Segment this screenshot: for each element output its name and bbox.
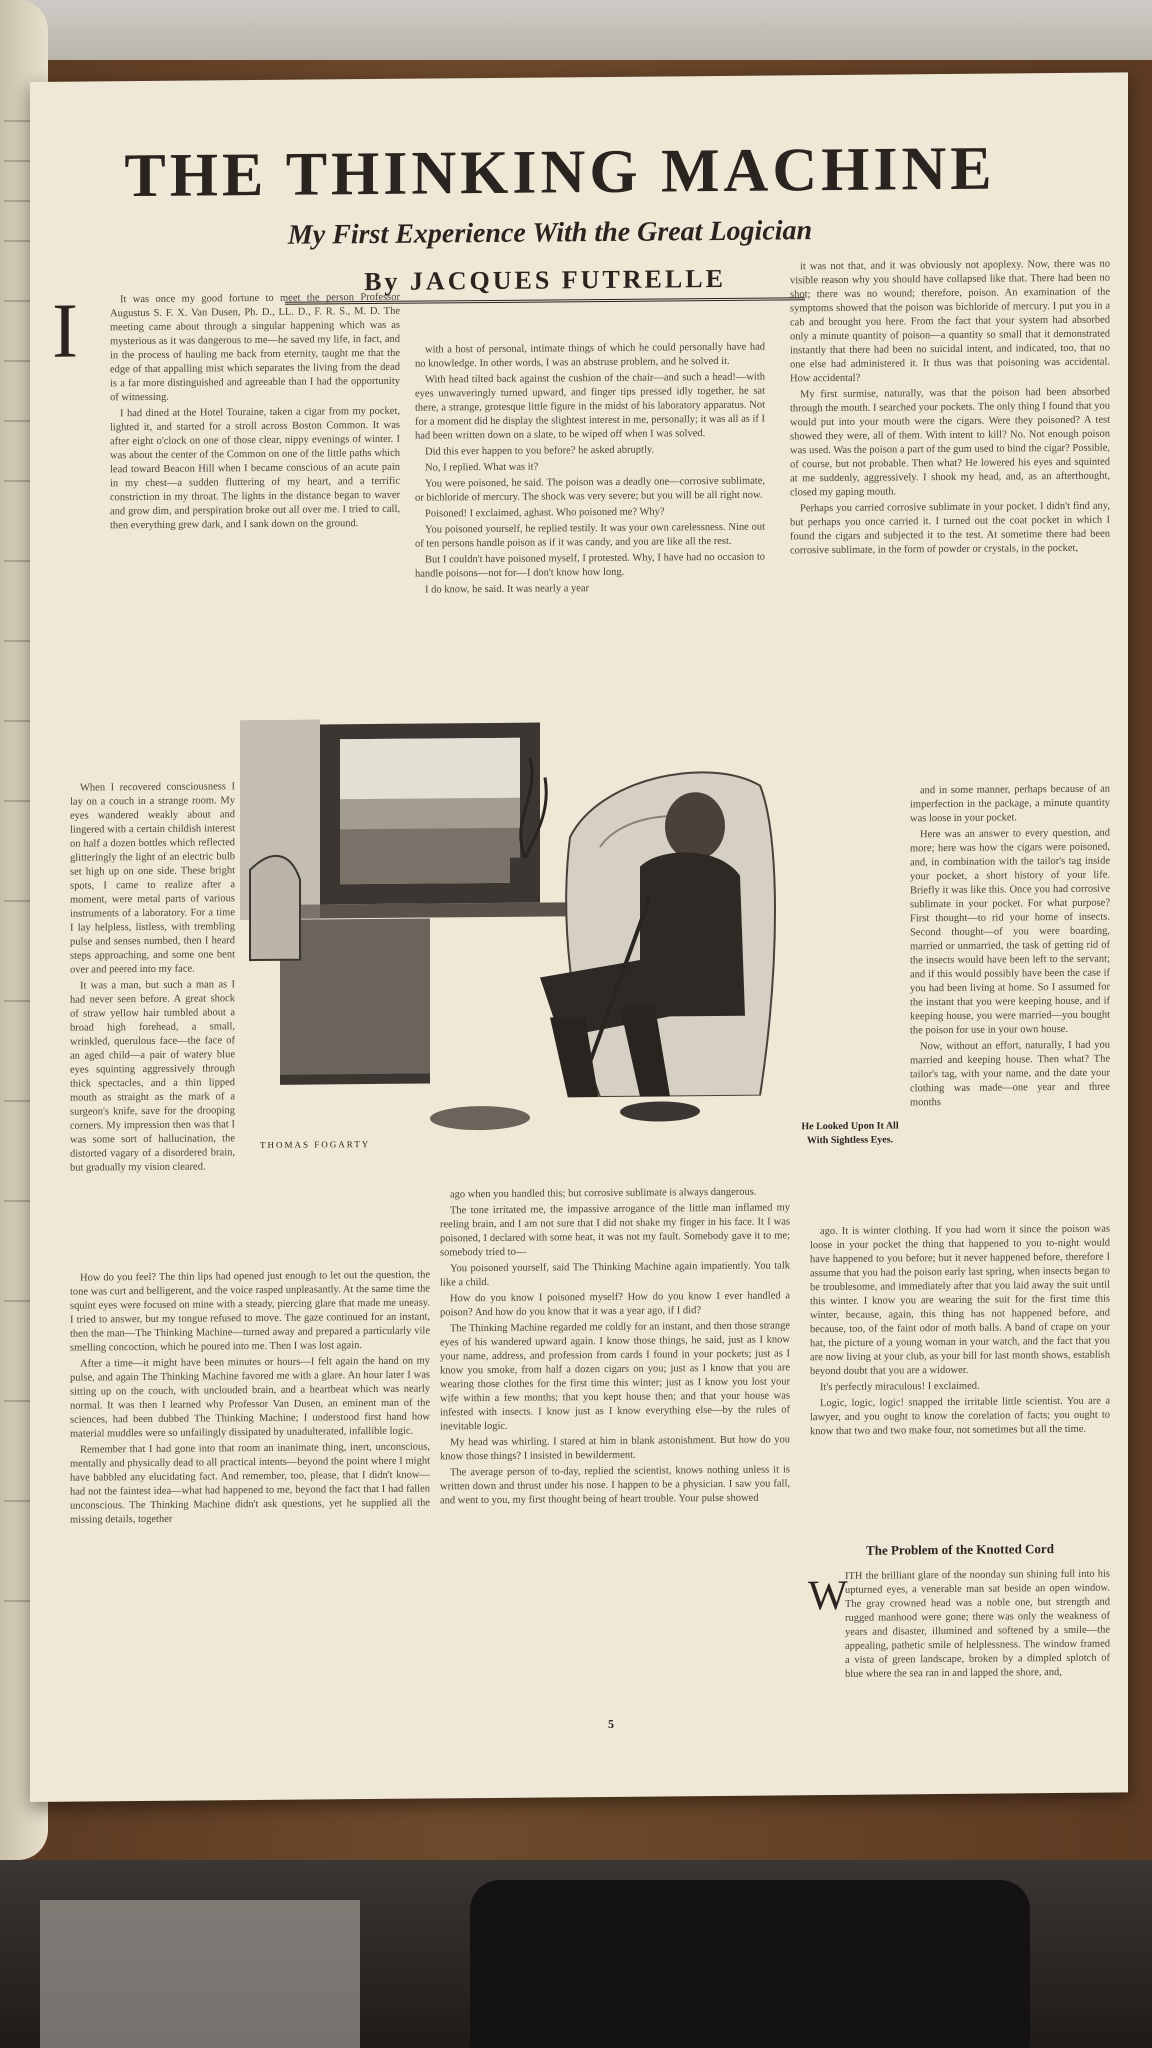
paragraph: When I recovered consciousness I lay on a couch in a strange room. My eyes wandered weakly about and lingered with a certain childish interest on half a dozen bottles which reflected glitteringly the light of an electric bulb set high up on one side. These bright spots, I came to realize after a moment, were metal parts of various instruments of a laboratory. For a time I lay helpless, listless, with trembling pulse and senses numbed, then I heard steps approaching, and some one bent over and peered into my face. [70,781,235,976]
byline: By JACQUES FUTRELLE [285,263,805,305]
paragraph: With head tilted back against the cushion of the chair—and such a head!—with eyes unwaveringly turned upward, and finger tips pressed idly together, he sat there, a strange, grotesque little figure in the midst of his laboratory apparatus. Not for a moment did he display the slightest interest in me, personally; it was all as if I had been written down on a slate, to be wiped off when I was solved. [415,371,765,442]
column-3-right [910,783,1110,1215]
illustration-drawing [240,714,890,1140]
column-3-final [845,1568,1110,1720]
paragraph: Did this ever happen to you before? he asked abruptly. [425,444,655,458]
column-1-top [110,291,400,774]
paragraph: ITH the brilliant glare of the noonday sun shining full into his upturned eyes, a venerable man sat beside an open window. The gray crowned head was a noble one, but strength and rugged manhood were gone; there was only the weakness of years and disaster, illumined and softened by a smile—the appealing, pathetic smile of helplessness. The window framed a vista of green landscape, broken by a dimpled splotch of blue where the sea ran in and lapped the shore, and, [845,1568,1110,1680]
paragraph: You poisoned yourself, he replied testily. It was your own carelessness. Nine out of ten persons handle poison as if it was candy, and you are like all the rest. [415,521,765,550]
paragraph: It was a man, but such a man as I had never seen before. A great shock of straw yellow hair tumbled about a broad high forehead, a small, wrinkled, querulous face—the face of an aged child—a pair of watery blue eyes squinting aggressively through thick spectacles, and a thin lipped mouth as straight as the mark of a surgeon's knife, save for the drooping corners. My impression then was that I was some sort of hallucination, the distorted vagary of a disordered brain, but gradually my vision cleared. [70,979,235,1174]
magazine-page [30,72,1128,1802]
column-3-bottom [810,1223,1110,1536]
section-heading: The Problem of the Knotted Cord [866,1541,1054,1558]
artist-signature: THOMAS FOGARTY [260,1139,371,1150]
paragraph: it was not that, and it was obviously not apoplexy. Now, there was no visible reason why you should have collapsed like that. There had been no shot; there was no wound; therefore, poison. An examination of the symptoms showed that the poison was bichloride of mercury. I put you in a cab and brought you here. From the fact that your system had absorbed only a minute quantity of poison—a quantity so small that it demonstrated instantly that there had been no suicidal intent, and indicated, too, that no one else had administered it. It thus was that poisoning was accidental. How accidental? [790,258,1110,385]
paragraph: After a time—it might have been minutes or hours—I felt again the hand on my pulse, and again The Thinking Machine favored me with a glare. An hour later I was sitting up on the couch, with unclouded brain, and a heartbeat which was nearly normal. It was then I learned why Professor Van Dusen, an eminent man of the sciences, had been dubbed The Thinking Machine; I understood first hand how material muddles were so unfailingly dissipated by unadulterated, infallible logic. [70,1355,430,1440]
paragraph: Poisoned! I exclaimed, aghast. Who poisoned me? Why? [425,506,665,520]
paragraph: It was once my good fortune to meet the person Professor Augustus S. F. X. Van Dusen, Ph. D., LL. D., F. R. S., M. D. The meeting came about through a singular happening which was as mysterious as it was dangerous to me—he saved my life, in fact, and in the process of hauling me back from eternity, taught me that the edge of that appalling mist which separates the living from the dead is a far more distinguished and agreeable than I had the opportunity of witnessing. [110,291,400,404]
illustration-man-in-armchair [240,714,890,1140]
illustration-caption: He Looked Upon It All With Sightless Eyes. [801,1120,899,1147]
paragraph: But I couldn't have poisoned myself, I protested. Why, I have had no occasion to handle poisons—not for—I don't know how long. [415,551,765,580]
paragraph: It's perfectly miraculous! I exclaimed. [820,1380,980,1394]
paragraph: Remember that I had gone into that room an inanimate thing, inert, unconscious, mentally and physically dead to all practical intents—beyond the point where I might have babbled any elucidating fact. And remember, too, please, that I didn't know—had not the faintest idea—what had happened to me, beyond the fact that I had fallen unconscious. The Thinking Machine didn't ask questions, yet he supplied all the missing details, together [70,1441,430,1526]
paragraph: The average person of to-day, replied the scientist, knows nothing unless it is written down and thrust under his nose. I happen to be a physician. I saw you fall, and went to you, my first thought being of heart trouble. Your pulse showed [440,1464,790,1507]
paragraph: ago when you handled this; but corrosive sublimate is always dangerous. [450,1186,757,1201]
paragraph: I had dined at the Hotel Touraine, taken a cigar from my pocket, lighted it, and started for a stroll across Boston Common. It was after eight o'clock on one of those clear, nippy evenings of winter. I was about the center of the Common on one of the little paths which lead toward Beacon Hill when I became conscious of an acute pain in my chest—a sudden fluttering of my heart, and a terrific constriction in my throat. The lights in the distance began to waver and grow dim, and perspiration broke out all over me. I tried to call, then everything grew dark, and I sank down on the ground. [110,405,400,532]
paragraph: You were poisoned, he said. The poison was a deadly one—corrosive sublimate, or bichloride of mercury. The shock was very severe; but you will be all right now. [415,475,765,504]
article-subtitle: My First Experience With the Great Logician [287,215,813,251]
column-2-bottom [440,1185,790,1708]
paragraph: How do you know I poisoned myself? How do you know I ever handled a poison? And how do you know that it was a year ago, if I did? [440,1290,790,1319]
paragraph: and in some manner, perhaps because of an imperfection in the package, a minute quantity was loose in your pocket. [910,783,1110,825]
paragraph: ago. It is winter clothing. If you had worn it since the poison was loose in your pocket the thing that happened to you to-night would have happened to you before; but it never happened before, therefore I assume that you had the poison early last spring, when insects began to be troublesome, and immediately after that you laid away the suit until this winter. I know you are wearing the suit for the first time this winter, because, again, this thing has not happened before, and because, too, of the faint odor of moth balls. A band of crape on your hat, the picture of a young woman in your watch, and the fact that you are now living at your club, as your bill for last month shows, establish beyond doubt that you are a widower. [810,1223,1110,1378]
page-number: 5 [608,1716,614,1731]
paragraph: My first surmise, naturally, was that the poison had been absorbed through the mouth. I searched your pockets. The only thing I found that you would put into your mouth were the cigars. Were they poisoned? A test showed they were, all of them. With intent to kill? No. Not enough poison was used. Was the poison a part of the gum used to bind the cigar? Possible, of course, but not probable. Then what? He lowered his eyes and squinted at me suddenly, aggressively. I shook my head, and, as an afterthought, closed my gaping mouth. [790,386,1110,499]
paragraph: How do you feel? The thin lips had opened just enough to let out the question, the tone was curt and belligerent, and the voice rasped unpleasantly. At the same time the squint eyes were focused on mine with a steady, piercing glare that made me uneasy. I tried to answer, but my tongue refused to move. The gaze continued for an instant, then the man—The Thinking Machine—turned away and prepared a particularly vile smelling concoction, which he poured into me. Then I was lost again. [70,1269,430,1354]
column-3-top [790,258,1110,781]
paragraph: The tone irritated me, the impassive arrogance of the little man inflamed my reeling brain, and I am not sure that I did not shake my finger in his face. It I was poisoned, I declared with some heat, it was not my fault. Somebody gave it to me; somebody tried to— [440,1202,790,1259]
chair-shadow [470,1880,1030,2048]
article-title: THE THINKING MACHINE [124,134,996,211]
column-2-top [415,341,765,714]
paragraph: No, I replied. What was it? [425,461,539,474]
paragraph: Perhaps you carried corrosive sublimate in your pocket. I didn't find any, but perhaps you once carried it. I turned out the coat pocket in which I found the cigars and subjected it to the test. At sometime there had been corrosive sublimate, in the form of powder or crystals, in the pocket, [790,500,1110,557]
paragraph: Here was an answer to every question, and more; here was how the cigars were poisoned, and, in combination with the tailor's tag inside your pocket, a short history of your life. Briefly it was like this. Once you had corrosive sublimate in your pocket. For what purpose? First thought—to rid your home of insects. Second thought—of you were boarding, married or unmarried, the task of getting rid of the insects would have been left to the servant; and if this would possibly have been the case if you had been living at home. So I assumed for the instant that you were keeping house, and if keeping house, you were married—you bought the poison for use in your own house. [910,827,1110,1037]
paragraph: Logic, logic, logic! snapped the irritable little scientist. You are a lawyer, and you ought to know the corelation of facts; you ought to know that two and two make four, not sometimes but all the time. [810,1395,1110,1438]
paragraph: My head was whirling. I stared at him in blank astonishment. But how do you know those things? I insisted in bewilderment. [440,1434,790,1463]
column-1-middle [70,780,235,1261]
section-drop-cap: W [808,1572,848,1620]
paragraph: You poisoned yourself, said The Thinking Machine again impatiently. You talk like a child. [440,1260,790,1289]
paragraph: The Thinking Machine regarded me coldly for an instant, and then those strange eyes of his wandered upward again. I know those things, he said, just as I know your name, address, and profession from cards I found in your pockets; just as I know you smoke, from half a dozen cigars on you; just as I know that you are wearing those clothes for the first time this winter; just as I know you lost your wife within a few months; that you kept house then; and that your house was infested with insects. I know just as I know everything else—by the rules of inevitable logic. [440,1320,790,1433]
column-1-bottom [70,1269,430,1712]
paragraph: with a host of personal, intimate things of which he could personally have had no knowledge. In other words, I was an abstruse problem, and he solved it. [415,341,765,370]
paragraph: Now, without an effort, naturally, I had you married and keeping house. Then what? The tailor's tag, with your name, and the date your clothing was made—one year and three months [910,1039,1110,1109]
paragraph: I do know, he said. It was nearly a year [425,583,590,596]
drop-cap: I [52,286,78,374]
floor-light-patch [40,1900,360,2048]
